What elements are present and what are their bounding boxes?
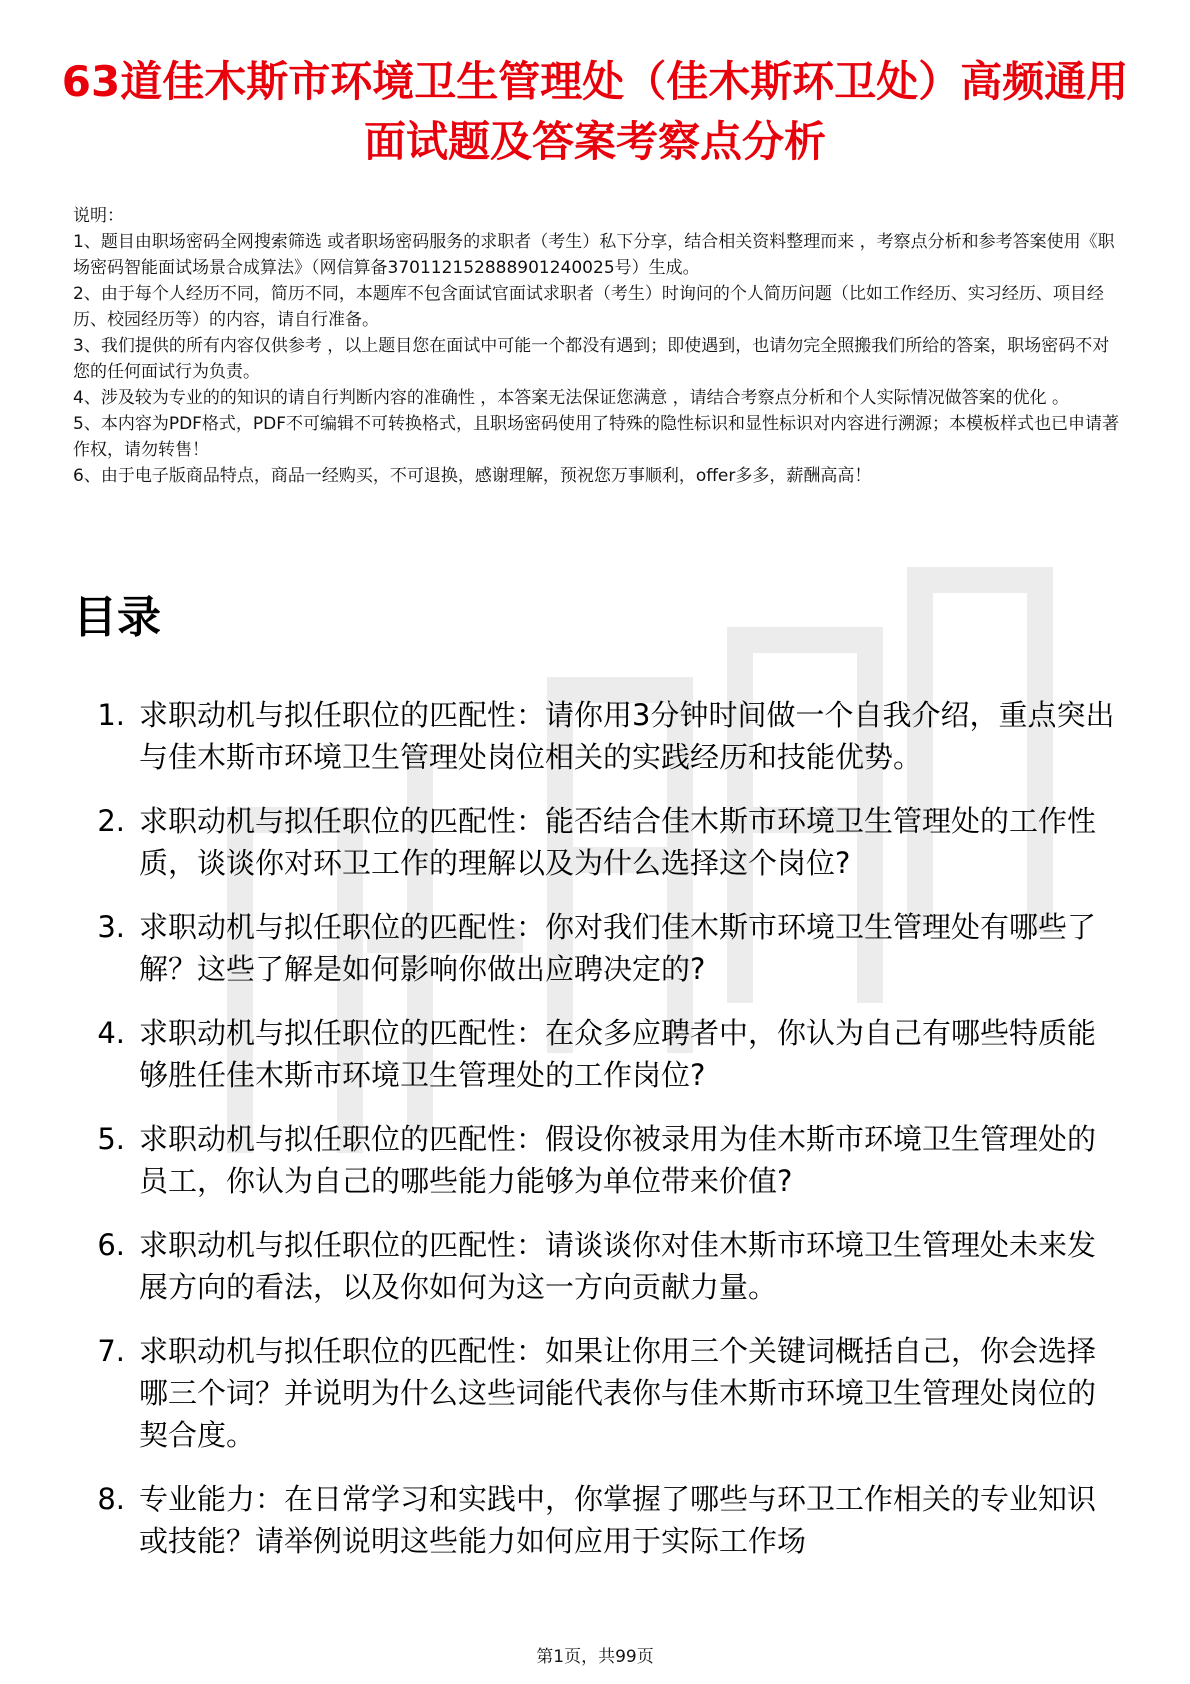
toc-item-number: 7. <box>97 1334 125 1368</box>
toc-item[interactable] <box>73 1478 1123 1562</box>
toc-item-text: 求职动机与拟任职位的匹配性：在众多应聘者中，你认为自己有哪些特质能够胜任佳木斯市环境卫生管理处的工作岗位? <box>139 1016 1097 1092</box>
toc-item-text: 求职动机与拟任职位的匹配性：假设你被录用为佳木斯市环境卫生管理处的员工，你认为自己的哪些能力能够为单位带来价值? <box>139 1122 1097 1198</box>
toc-item-text: 求职动机与拟任职位的匹配性：能否结合佳木斯市环境卫生管理处的工作性质，谈谈你对环卫工作的理解以及为什么选择这个岗位? <box>139 804 1097 880</box>
toc-item[interactable] <box>73 1012 1123 1096</box>
toc-item-text: 专业能力：在日常学习和实践中，你掌握了哪些与环卫工作相关的专业知识或技能？请举例说明这些能力如何应用于实际工作场 <box>139 1482 1097 1558</box>
toc-item-number: 1. <box>97 698 125 732</box>
toc-item-text: 求职动机与拟任职位的匹配性：你对我们佳木斯市环境卫生管理处有哪些了解？这些了解是如何影响你做出应聘决定的? <box>139 910 1097 986</box>
notes-heading: 说明： <box>73 206 124 226</box>
note-item: 1、题目由职场密码全网搜索筛选 或者职场密码服务的求职者（考生）私下分享，结合相关资料整理而来 ，考察点分析和参考答案使用《职场密码智能面试场景合成算法》（网信算备370112152888901240025号）生成。 <box>73 232 1115 278</box>
note-item: 2、由于每个人经历不同，简历不同，本题库不包含面试官面试求职者（考生）时询问的个人简历问题（比如工作经历、实习经历、项目经历、校园经历等）的内容，请自行准备。 <box>73 284 1104 330</box>
toc-heading: 目录 <box>73 592 161 643</box>
notes-section <box>73 203 1123 489</box>
toc-item[interactable] <box>73 1118 1123 1202</box>
toc-item[interactable] <box>73 906 1123 990</box>
toc-item[interactable] <box>73 1224 1123 1308</box>
toc-item-text: 求职动机与拟任职位的匹配性：请你用3分钟时间做一个自我介绍，重点突出与佳木斯市环境卫生管理处岗位相关的实践经历和技能优势。 <box>139 698 1115 774</box>
note-item: 6、由于电子版商品特点，商品一经购买，不可退换，感谢理解，预祝您万事顺利，offer多多，薪酬高高！ <box>73 466 872 486</box>
toc-item-number: 2. <box>97 804 125 838</box>
toc-item-text: 求职动机与拟任职位的匹配性：请谈谈你对佳木斯市环境卫生管理处未来发展方向的看法，以及你如何为这一方向贡献力量。 <box>139 1228 1097 1304</box>
note-item: 3、我们提供的所有内容仅供参考 ，以上题目您在面试中可能一个都没有遇到；即使遇到，也请勿完全照搬我们所给的答案，职场密码不对您的任何面试行为负责。 <box>73 336 1110 382</box>
toc-item-number: 3. <box>97 910 125 944</box>
note-item: 4、涉及较为专业的的知识的请自行判断内容的准确性 ，本答案无法保证您满意 ，请结合考察点分析和个人实际情况做答案的优化 。 <box>73 388 1070 408</box>
toc-item[interactable] <box>73 800 1123 884</box>
toc-item-text: 求职动机与拟任职位的匹配性：如果让你用三个关键词概括自己，你会选择哪三个词？并说明为什么这些词能代表你与佳木斯市环境卫生管理处岗位的契合度。 <box>139 1334 1097 1452</box>
toc-list <box>73 694 1123 1584</box>
toc-item-number: 8. <box>97 1482 125 1516</box>
page-footer: 第1页，共99页 <box>536 1647 654 1667</box>
toc-item[interactable] <box>73 694 1123 778</box>
toc-item-number: 5. <box>97 1122 125 1156</box>
note-item: 5、本内容为PDF格式，PDF不可编辑不可转换格式，且职场密码使用了特殊的隐性标识和显性标识对内容进行溯源；本模板样式也已申请著作权，请勿转售！ <box>73 414 1120 460</box>
toc-item[interactable] <box>73 1330 1123 1456</box>
toc-item-number: 6. <box>97 1228 125 1262</box>
page-title: 63道佳木斯市环境卫生管理处（佳木斯环卫处）高频通用面试题及答案考察点分析 <box>61 57 1129 166</box>
toc-item-number: 4. <box>97 1016 125 1050</box>
